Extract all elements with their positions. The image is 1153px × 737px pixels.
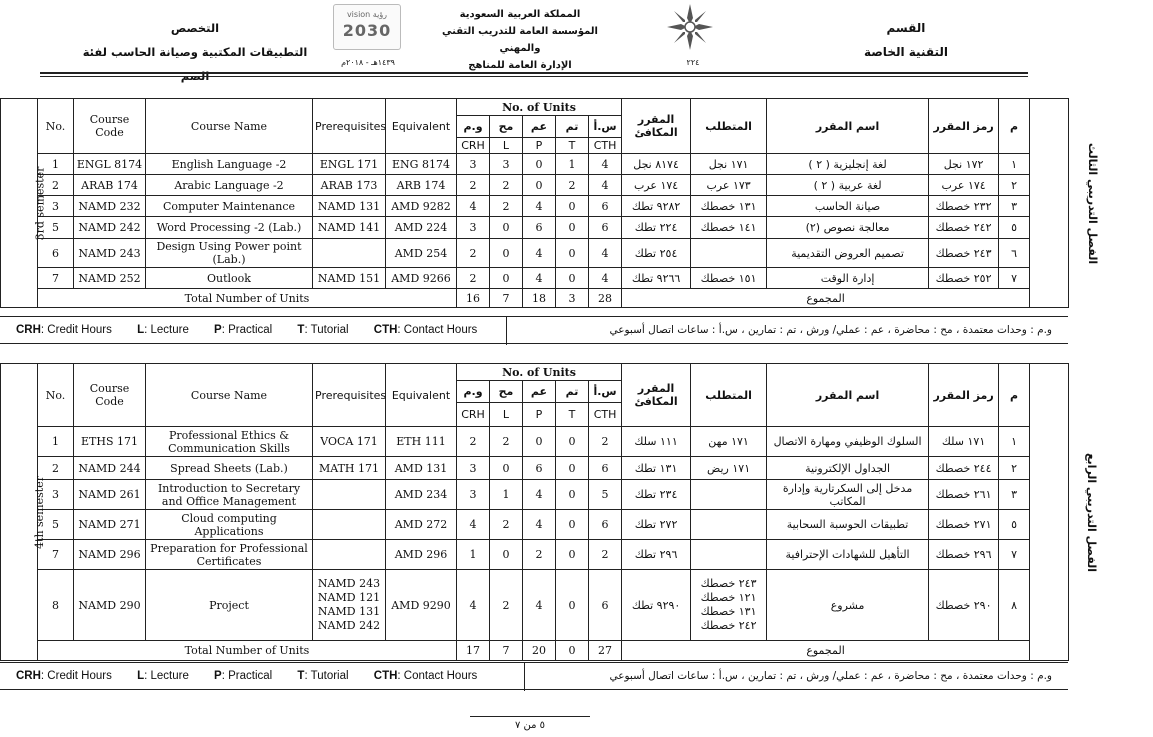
row-cth: 6 [589,510,622,540]
row-seq-ar: ٧ [999,540,1030,570]
row-cth: 4 [589,239,622,268]
row-p: 4 [523,510,556,540]
col-header-equiv-ar: المقرر المكافئ [622,99,691,154]
row-equiv-ar: ٢٩٦ تطك [622,540,691,570]
unit-header-l: L [490,403,523,427]
row-equiv: ARB 174 [386,175,457,196]
department-label: القسم [886,21,926,35]
col-header-units: No. of Units [457,99,622,116]
total-cth: 28 [589,289,622,308]
row-code: NAMD 244 [74,457,146,480]
row-equiv: AMD 254 [386,239,457,268]
prereq-ar-item: ٢٤٣ خصطك [700,577,757,590]
row-equiv-ar: ٩٢٦٦ تطك [622,268,691,289]
totals-row [1,289,1069,308]
legend-ar: و.م : وحدات معتمدة ، مح : محاضرة ، عم : عملي/ ورش ، تم : تمارين ، س.أ : ساعات اتصال أسبوعي [609,324,1052,336]
row-name-ar: الجداول الإلكترونية [767,457,929,480]
row-code-ar: ٢٤٢ خصطك [929,217,999,239]
total-t: 0 [556,641,589,661]
row-equiv-ar: ٩٢٩٠ تطك [622,570,691,641]
col-header-code: Course Code [74,99,146,154]
row-crh: 2 [457,239,490,268]
row-no: 7 [38,540,74,570]
row-equiv: AMD 9290 [386,570,457,641]
row-equiv: ENG 8174 [386,154,457,175]
row-code: NAMD 296 [74,540,146,570]
prereq-ar-item: ١٣١ خصطك [700,605,757,618]
row-cth: 6 [589,570,622,641]
col-header-equiv-ar: المقرر المكافئ [622,364,691,427]
page-header [0,0,1068,83]
row-l: 0 [490,457,523,480]
col-header-code-ar: رمز المقرر [929,99,999,154]
row-prereq-ar [691,540,767,570]
col-header-code-ar: رمز المقرر [929,364,999,427]
row-name-ar: لغة عربية ( ٢ ) [767,175,929,196]
prereq-item: NAMD 131 [317,605,381,618]
org-line-2: المؤسسة العامة للتدريب التقني والمهني [442,26,598,54]
row-name-ar: إدارة الوقت [767,268,929,289]
row-name-ar: معالجة نصوص (٢) [767,217,929,239]
row-t: 1 [556,154,589,175]
row-no: 5 [38,510,74,540]
row-t: 0 [556,268,589,289]
table-row [1,510,1069,540]
row-seq-ar: ٢ [999,457,1030,480]
row-t: 0 [556,480,589,510]
row-code: NAMD 242 [74,217,146,239]
row-cth: 4 [589,175,622,196]
table-row [1,196,1069,217]
row-name-ar: مدخل إلى السكرتارية وإدارة المكاتب [767,480,929,510]
table-row [1,175,1069,196]
total-label: Total Number of Units [38,641,457,661]
legend-divider [524,663,525,691]
row-name: Cloud computing Applications [146,510,313,540]
row-cth: 6 [589,217,622,239]
row-crh: 4 [457,570,490,641]
row-l: 2 [490,510,523,540]
row-prereq-ar-list [691,570,767,641]
specialization-value: التطبيقات المكتبية وصيانة الحاسب لفئة الصم [82,45,308,83]
row-seq-ar: ٨ [999,570,1030,641]
unit-header-l-ar: مح [490,381,523,403]
row-t: 0 [556,510,589,540]
table-row [1,217,1069,239]
department-block [864,16,948,64]
total-label-ar: المجموع [622,641,1030,661]
row-seq-ar: ٣ [999,480,1030,510]
row-crh: 3 [457,217,490,239]
org-line-3: الإدارة العامة للمناهج [468,60,572,71]
row-prereq-ar [691,480,767,510]
col-header-equiv: Equivalent [386,364,457,427]
row-t: 0 [556,196,589,217]
row-name: Professional Ethics & Communication Skills [146,427,313,457]
row-code-ar: ٢٤٤ خصطك [929,457,999,480]
unit-header-t-ar: تم [556,381,589,403]
legend-ar: و.م : وحدات معتمدة ، مح : محاضرة ، عم : عملي/ ورش ، تم : تمارين ، س.أ : ساعات اتصال أسبوعي [609,670,1052,682]
row-code: NAMD 261 [74,480,146,510]
row-t: 0 [556,540,589,570]
row-prereq [313,540,386,570]
vision-logo-year: 2030 [342,21,392,40]
row-seq-ar: ١ [999,154,1030,175]
row-code: NAMD 252 [74,268,146,289]
table-row [1,239,1069,268]
row-name: Word Processing -2 (Lab.) [146,217,313,239]
row-cth: 5 [589,480,622,510]
row-p: 6 [523,217,556,239]
row-equiv-ar: ٨١٧٤ نجل [622,154,691,175]
row-code-ar: ٢٦١ خصطك [929,480,999,510]
row-p: 4 [523,570,556,641]
row-crh: 2 [457,427,490,457]
col-header-units: No. of Units [457,364,622,381]
row-crh: 3 [457,480,490,510]
row-code: NAMD 290 [74,570,146,641]
row-l: 2 [490,427,523,457]
row-equiv: AMD 224 [386,217,457,239]
row-name: Introduction to Secretary and Office Management [146,480,313,510]
table-row [1,268,1069,289]
row-cth: 2 [589,427,622,457]
row-prereq: ARAB 173 [313,175,386,196]
row-equiv: AMD 9282 [386,196,457,217]
row-seq-ar: ٢ [999,175,1030,196]
row-name: Outlook [146,268,313,289]
prereq-ar-item: ٢٤٢ خصطك [700,619,757,632]
vision-2030-logo [333,4,401,50]
unit-header-cth: CTH [589,403,622,427]
row-equiv-ar: ٢٥٤ تطك [622,239,691,268]
org-line-1: المملكة العربية السعودية [459,9,581,20]
tvtc-emblem-icon [665,2,715,52]
row-p: 0 [523,154,556,175]
row-l: 0 [490,540,523,570]
unit-header-cth-ar: س.أ [589,381,622,403]
row-name-ar: مشروع [767,570,929,641]
legend-en: CRH: Credit Hours L: Lecture P: Practical T: Tutorial CTH: Contact Hours [16,670,478,682]
row-l: 0 [490,239,523,268]
unit-header-l: L [490,138,523,154]
semester-3-table [0,98,1100,308]
row-prereq: MATH 171 [313,457,386,480]
row-p: 4 [523,268,556,289]
col-header-name-ar: اسم المقرر [767,364,929,427]
row-code-ar: ١٧٢ نجل [929,154,999,175]
specialization-label: التخصص [170,21,220,35]
row-p: 0 [523,175,556,196]
row-name: Project [146,570,313,641]
row-equiv-ar: ١٣١ تطك [622,457,691,480]
row-code-ar: ١٧١ سلك [929,427,999,457]
unit-header-p-ar: عم [523,381,556,403]
row-prereq-ar: ١٤١ خصطك [691,217,767,239]
total-l: 7 [490,641,523,661]
row-name: English Language -2 [146,154,313,175]
row-name-ar: التأهيل للشهادات الإحترافية [767,540,929,570]
prereq-item: NAMD 121 [317,591,381,604]
col-header-name: Course Name [146,99,313,154]
row-name-ar: صيانة الحاسب [767,196,929,217]
row-no: 3 [38,196,74,217]
unit-header-l-ar: مح [490,116,523,138]
issue-date: ١٤٣٩هـ - ٢٠١٨م [341,58,395,67]
row-no: 2 [38,457,74,480]
row-equiv: AMD 9266 [386,268,457,289]
row-equiv: AMD 131 [386,457,457,480]
department-value: التقنية الخاصة [863,45,948,59]
row-code-ar: ١٧٤ عرب [929,175,999,196]
row-prereq-list [313,570,386,641]
legend-divider [506,317,507,345]
col-header-prereq-ar: المتطلب [691,364,767,427]
table-row [1,480,1069,510]
table-row [1,457,1069,480]
row-name-ar: تصميم العروض التقديمية [767,239,929,268]
row-prereq [313,510,386,540]
row-t: 0 [556,457,589,480]
vision-logo-word: vision رؤية [346,10,388,19]
row-equiv-ar: ٩٢٨٢ تطك [622,196,691,217]
row-t: 0 [556,427,589,457]
unit-header-t: T [556,403,589,427]
row-prereq: NAMD 141 [313,217,386,239]
prereq-item: NAMD 243 [317,577,381,590]
total-label: Total Number of Units [38,289,457,308]
specialization-block [70,16,320,88]
row-code: ENGL 8174 [74,154,146,175]
row-code-ar: ٢٥٢ خصطك [929,268,999,289]
header-divider [40,72,1028,74]
row-name: Design Using Power point (Lab.) [146,239,313,268]
row-seq-ar: ٦ [999,239,1030,268]
row-equiv: AMD 272 [386,510,457,540]
row-no: 2 [38,175,74,196]
row-code: ARAB 174 [74,175,146,196]
row-crh: 1 [457,540,490,570]
semester-4-table [0,363,1099,661]
row-prereq-ar: ١٣١ خصطك [691,196,767,217]
total-t: 3 [556,289,589,308]
row-no: 5 [38,217,74,239]
row-prereq: NAMD 131 [313,196,386,217]
row-code-ar: ٢٧١ خصطك [929,510,999,540]
row-code: NAMD 232 [74,196,146,217]
col-header-name: Course Name [146,364,313,427]
row-seq-ar: ٧ [999,268,1030,289]
row-l: 2 [490,196,523,217]
row-cth: 4 [589,268,622,289]
row-equiv: AMD 296 [386,540,457,570]
row-no: 1 [38,154,74,175]
row-prereq-ar: ١٧١ مهن [691,427,767,457]
row-code-ar: ٢٣٢ خصطك [929,196,999,217]
row-equiv-ar: ٢٢٤ تطك [622,217,691,239]
row-name: Spread Sheets (Lab.) [146,457,313,480]
row-no: 8 [38,570,74,641]
row-cth: 2 [589,540,622,570]
row-crh: 3 [457,457,490,480]
table-row [1,540,1069,570]
row-no: 7 [38,268,74,289]
row-equiv-ar: ٢٧٢ تطك [622,510,691,540]
row-l: 3 [490,154,523,175]
total-crh: 17 [457,641,490,661]
row-prereq-ar: ١٧١ ريض [691,457,767,480]
row-crh: 4 [457,510,490,540]
row-no: 6 [38,239,74,268]
row-p: 2 [523,540,556,570]
row-name: Computer Maintenance [146,196,313,217]
row-prereq: VOCA 171 [313,427,386,457]
total-l: 7 [490,289,523,308]
unit-header-crh-ar: و.م [457,116,490,138]
col-header-seq-ar: م [999,364,1030,427]
row-l: 2 [490,570,523,641]
col-header-name-ar: اسم المقرر [767,99,929,154]
semester-4-side-label: 4th semester [1,364,38,661]
row-equiv-ar: ١١١ سلك [622,427,691,457]
col-header-seq-ar: م [999,99,1030,154]
row-prereq [313,239,386,268]
row-prereq-ar: ١٧١ نجل [691,154,767,175]
row-t: 0 [556,217,589,239]
col-header-prereq-ar: المتطلب [691,99,767,154]
row-t: 0 [556,570,589,641]
col-header-prereq: Prerequisites [313,99,386,154]
row-equiv-ar: ١٧٤ عرب [622,175,691,196]
col-header-equiv: Equivalent [386,99,457,154]
row-no: 3 [38,480,74,510]
row-seq-ar: ٣ [999,196,1030,217]
row-cth: 4 [589,154,622,175]
unit-header-p-ar: عم [523,116,556,138]
unit-header-crh-ar: و.م [457,381,490,403]
row-code: NAMD 271 [74,510,146,540]
row-crh: 4 [457,196,490,217]
row-prereq: NAMD 151 [313,268,386,289]
row-p: 4 [523,239,556,268]
col-header-prereq: Prerequisites [313,364,386,427]
row-code-ar: ٢٤٣ خصطك [929,239,999,268]
row-code-ar: ٢٩٦ خصطك [929,540,999,570]
row-prereq-ar: ١٧٣ عرب [691,175,767,196]
row-prereq-ar: ١٥١ خصطك [691,268,767,289]
semester-3-side-label: 3rd semester [1,99,38,308]
row-l: 0 [490,217,523,239]
table-row [1,427,1069,457]
semester-4-section [0,363,1099,661]
unit-header-crh: CRH [457,403,490,427]
row-seq-ar: ٥ [999,510,1030,540]
row-crh: 2 [457,268,490,289]
total-cth: 27 [589,641,622,661]
col-header-code: Course Code [74,364,146,427]
row-p: 4 [523,196,556,217]
row-p: 6 [523,457,556,480]
row-prereq: ENGL 171 [313,154,386,175]
row-t: 0 [556,239,589,268]
row-crh: 3 [457,154,490,175]
total-label-ar: المجموع [622,289,1030,308]
unit-header-p: P [523,138,556,154]
unit-header-t: T [556,138,589,154]
row-l: 0 [490,268,523,289]
totals-row [1,641,1069,661]
row-cth: 6 [589,196,622,217]
row-l: 1 [490,480,523,510]
row-name-ar: لغة إنجليزية ( ٢ ) [767,154,929,175]
semester-3-side-label-ar: الفصل التدريبي الثالث [1030,99,1069,308]
row-prereq [313,480,386,510]
col-header-no: No. [38,99,74,154]
total-p: 18 [523,289,556,308]
row-crh: 2 [457,175,490,196]
row-equiv-ar: ٢٣٤ تطك [622,480,691,510]
row-code: ETHS 171 [74,427,146,457]
row-seq-ar: ٥ [999,217,1030,239]
row-name: Arabic Language -2 [146,175,313,196]
header-divider-thin [40,76,1028,77]
row-code: NAMD 243 [74,239,146,268]
row-name-ar: السلوك الوظيفي ومهارة الاتصال [767,427,929,457]
legend-semester-4 [0,662,1068,690]
semester-3-section [0,98,1100,308]
legend-en: CRH: Credit Hours L: Lecture P: Practical T: Tutorial CTH: Contact Hours [16,324,478,336]
row-equiv: AMD 234 [386,480,457,510]
row-name-ar: تطبيقات الحوسبة السحابية [767,510,929,540]
row-name: Preparation for Professional Certificates [146,540,313,570]
row-cth: 6 [589,457,622,480]
row-l: 2 [490,175,523,196]
total-p: 20 [523,641,556,661]
row-prereq-ar [691,239,767,268]
prereq-item: NAMD 242 [317,619,381,632]
row-seq-ar: ١ [999,427,1030,457]
table-row [1,154,1069,175]
table-row [1,570,1069,641]
row-code-ar: ٢٩٠ خصطك [929,570,999,641]
semester-4-side-label-ar: الفصل التدريبي الرابع [1030,364,1069,661]
row-equiv: ETH 111 [386,427,457,457]
organization-block [420,6,620,74]
unit-header-crh: CRH [457,138,490,154]
col-header-no: No. [38,364,74,427]
row-t: 2 [556,175,589,196]
emblem-code: ٢٢٤ [686,58,700,67]
unit-header-cth: CTH [589,138,622,154]
unit-header-t-ar: تم [556,116,589,138]
prereq-ar-item: ١٢١ خصطك [700,591,757,604]
row-no: 1 [38,427,74,457]
page-number: ٥ من ٧ [470,716,590,731]
row-p: 0 [523,427,556,457]
unit-header-cth-ar: س.أ [589,116,622,138]
row-p: 4 [523,480,556,510]
total-crh: 16 [457,289,490,308]
row-prereq-ar [691,510,767,540]
legend-semester-3 [0,316,1068,344]
unit-header-p: P [523,403,556,427]
